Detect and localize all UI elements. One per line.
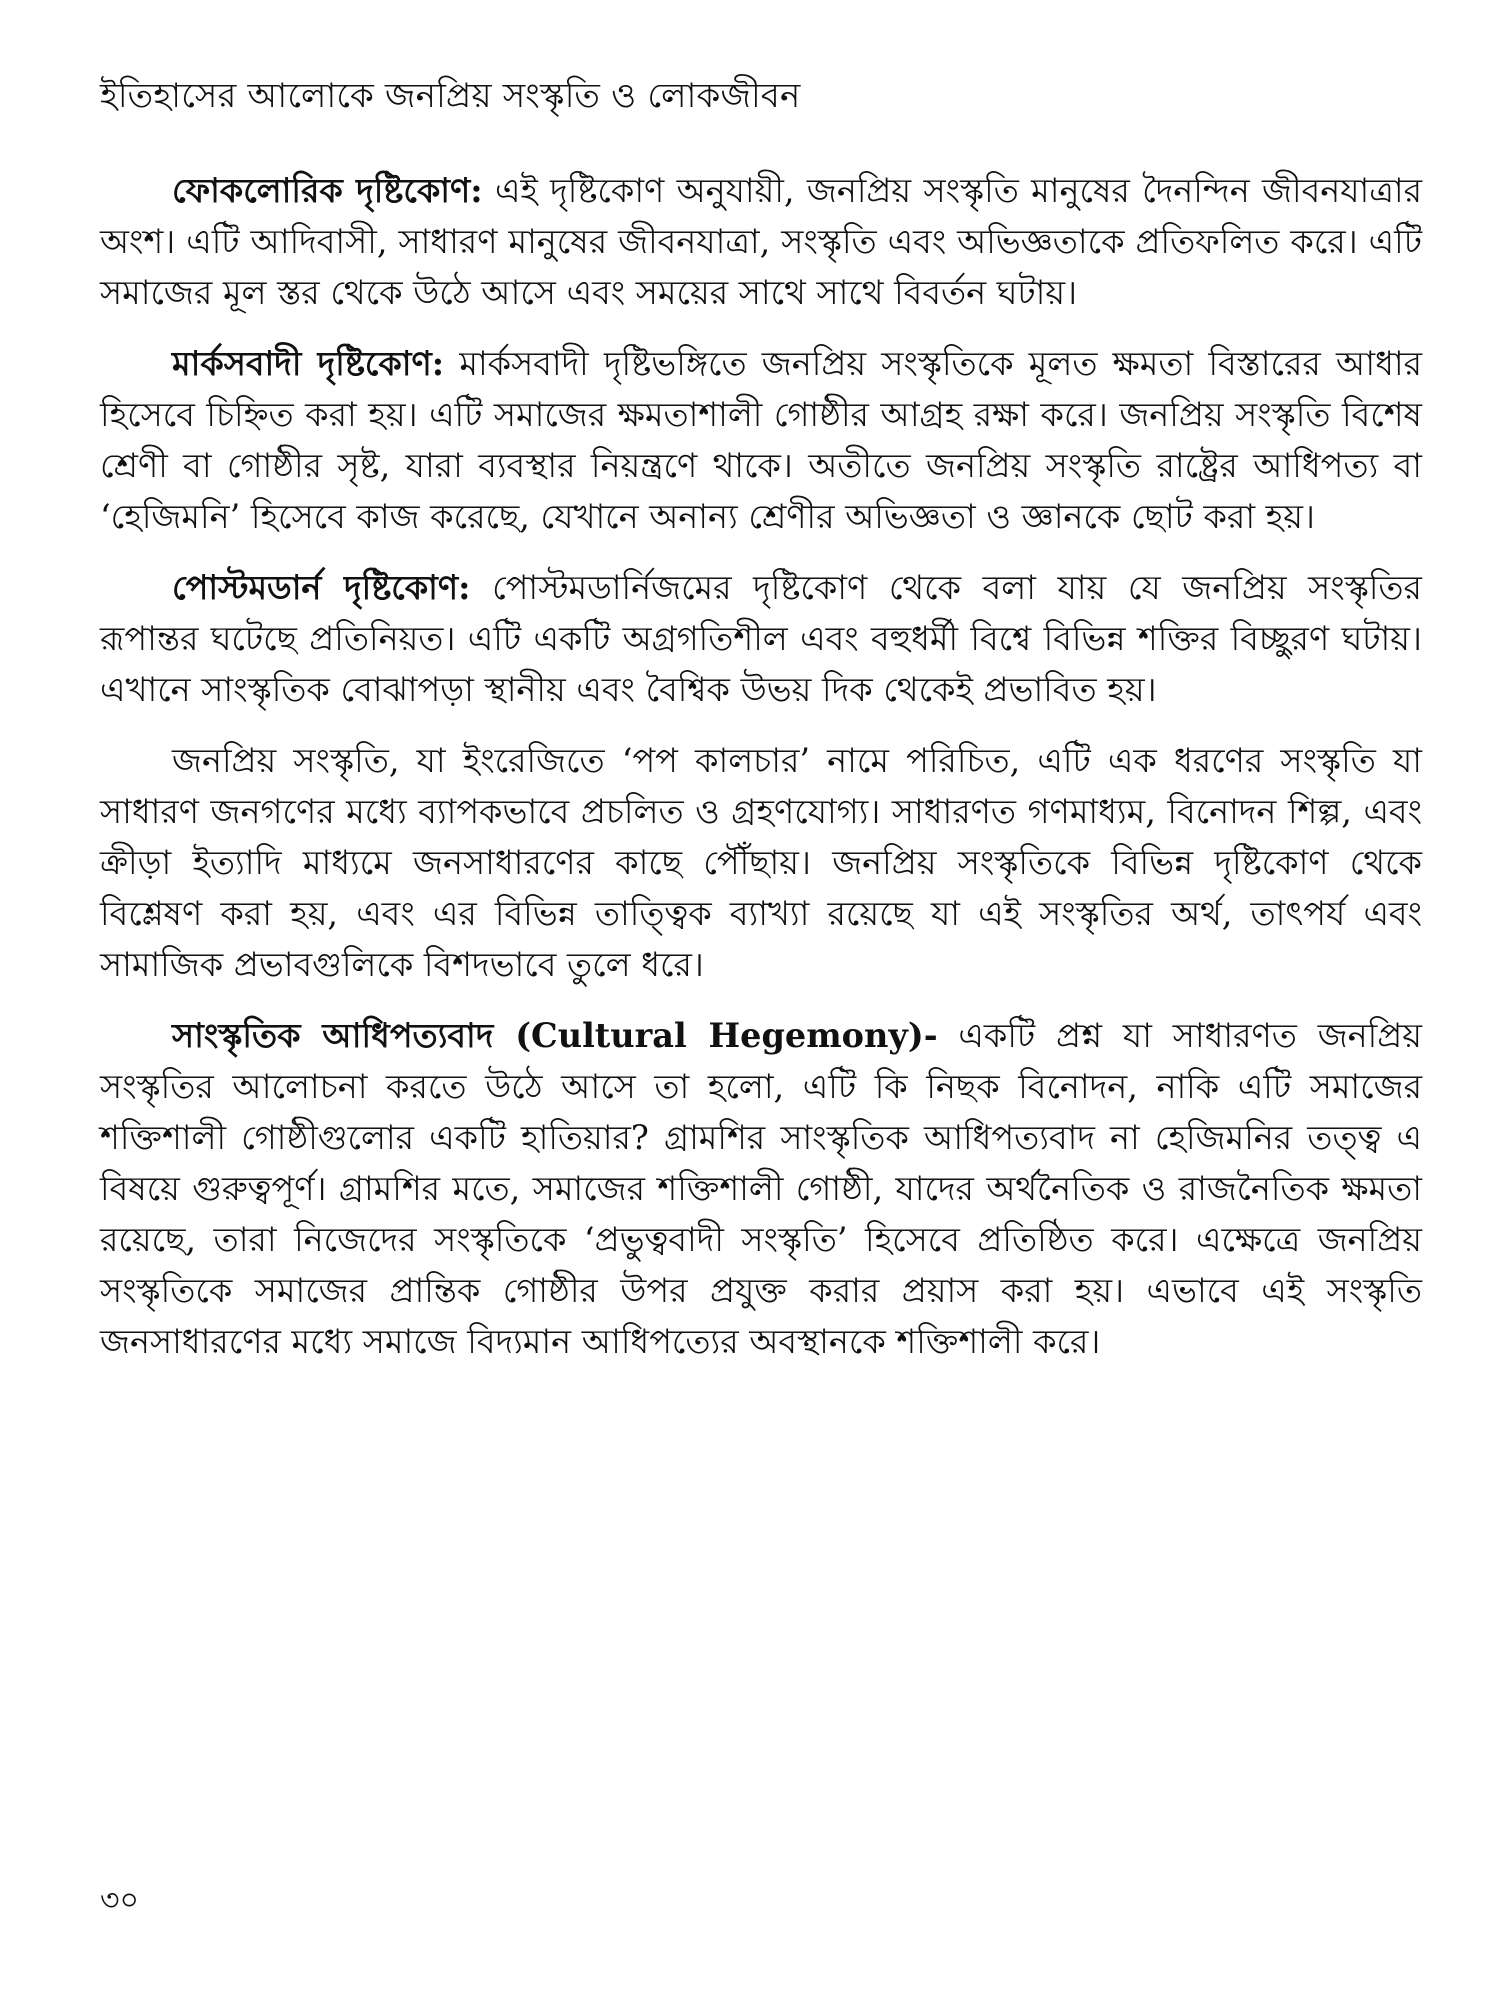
paragraph-text: পোস্টমডার্নিজমের দৃষ্টিকোণ থেকে বলা যায় যে জনপ্রিয় সংস্কৃতির রূপান্তর ঘটেছে প্রতিনিয়ত। এটি একটি অগ্রগতিশীল এবং বহুধর্মী বিশ্বে বিভিন্ন শক্তির বিচ্ছুরণ ঘটায়। এখানে সাংস্কৃতিক বোঝাপড়া স্থানীয় এবং বৈশ্বিক উভয় দিক থেকেই প্রভাবিত হয়। xyxy=(100,568,1422,709)
paragraph-pop-culture xyxy=(100,735,1422,990)
paragraph-text: এই দৃষ্টিকোণ অনুযায়ী, জনপ্রিয় সংস্কৃতি মানুষের দৈনন্দিন জীবনযাত্রার অংশ। এটি আদিবাসী, সাধারণ মানুষের জীবনযাত্রা, সংস্কৃতি এবং অভিজ্ঞতাকে প্রতিফলিত করে। এটি সমাজের মূল স্তর থেকে উঠে আসে এবং সময়ের সাথে সাথে বিবর্তন ঘটায়। xyxy=(100,171,1423,312)
paragraph-term: পোস্টমডার্ন দৃষ্টিকোণ: xyxy=(172,568,471,607)
paragraph-folkloric xyxy=(100,165,1422,318)
page-number: ৩০ xyxy=(100,1883,140,1918)
paragraph-text: মার্কসবাদী দৃষ্টিভঙ্গিতে জনপ্রিয় সংস্কৃতিকে মূলত ক্ষমতা বিস্তারের আধার হিসেবে চিহ্নিত করা হয়। এটি সমাজের ক্ষমতাশালী গোষ্ঠীর আগ্রহ রক্ষা করে। জনপ্রিয় সংস্কৃতি বিশেষ শ্রেণী বা গোষ্ঠীর সৃষ্ট, যারা ব্যবস্থার নিয়ন্ত্রণে থাকে। অতীতে জনপ্রিয় সংস্কৃতি রাষ্ট্রের আধিপত্য বা ‘হেজিমনি’ হিসেবে কাজ করেছে, যেখানে অনান্য শ্রেণীর অভিজ্ঞতা ও জ্ঞানকে ছোট করা হয়। xyxy=(100,344,1422,536)
paragraph-term: সাংস্কৃতিক আধিপত্যবাদ (Cultural Hegemony)- xyxy=(172,1016,938,1055)
running-header-title: ইতিহাসের আলোকে জনপ্রিয় সংস্কৃতি ও লোকজীবন xyxy=(100,76,801,116)
paragraph-marxist xyxy=(100,338,1422,542)
paragraph-postmodern xyxy=(100,562,1422,715)
paragraph-cultural-hegemony xyxy=(100,1010,1422,1367)
paragraph-term: ফোকলোরিক দৃষ্টিকোণ: xyxy=(172,171,483,210)
paragraph-text: জনপ্রিয় সংস্কৃতি, যা ইংরেজিতে ‘পপ কালচার’ নামে পরিচিত, এটি এক ধরণের সংস্কৃতি যা সাধারণ জনগণের মধ্যে ব্যাপকভাবে প্রচলিত ও গ্রহণযোগ্য। সাধারণত গণমাধ্যম, বিনোদন শিল্প, এবং ক্রীড়া ইত্যাদি মাধ্যমে জনসাধারণের কাছে পৌঁছায়। জনপ্রিয় সংস্কৃতিকে বিভিন্ন দৃষ্টিকোণ থেকে বিশ্লেষণ করা হয়, এবং এর বিভিন্ন তাত্ত্বিক ব্যাখ্যা রয়েছে যা এই সংস্কৃতির অর্থ, তাৎপর্য এবং সামাজিক প্রভাবগুলিকে বিশদভাবে তুলে ধরে। xyxy=(100,741,1422,984)
paragraph-term: মার্কসবাদী দৃষ্টিকোণ: xyxy=(172,344,445,383)
paragraph-text: একটি প্রশ্ন যা সাধারণত জনপ্রিয় সংস্কৃতির আলোচনা করতে উঠে আসে তা হলো, এটি কি নিছক বিনোদন, নাকি এটি সমাজের শক্তিশালী গোষ্ঠীগুলোর একটি হাতিয়ার? গ্রামশির সাংস্কৃতিক আধিপত্যবাদ না হেজিমনির তত্ত্ব এ বিষয়ে গুরুত্বপূর্ণ। গ্রামশির মতে, সমাজের শক্তিশালী গোষ্ঠী, যাদের অর্থনৈতিক ও রাজনৈতিক ক্ষমতা রয়েছে, তারা নিজেদের সংস্কৃতিকে ‘প্রভুত্ববাদী সংস্কৃতি’ হিসেবে প্রতিষ্ঠিত করে। এক্ষেত্রে জনপ্রিয় সংস্কৃতিকে সমাজের প্রান্তিক গোষ্ঠীর উপর প্রযুক্ত করার প্রয়াস করা হয়। এভাবে এই সংস্কৃতি জনসাধারণের মধ্যে সমাজে বিদ্যমান আধিপত্যের অবস্থানকে শক্তিশালী করে। xyxy=(100,1016,1423,1361)
